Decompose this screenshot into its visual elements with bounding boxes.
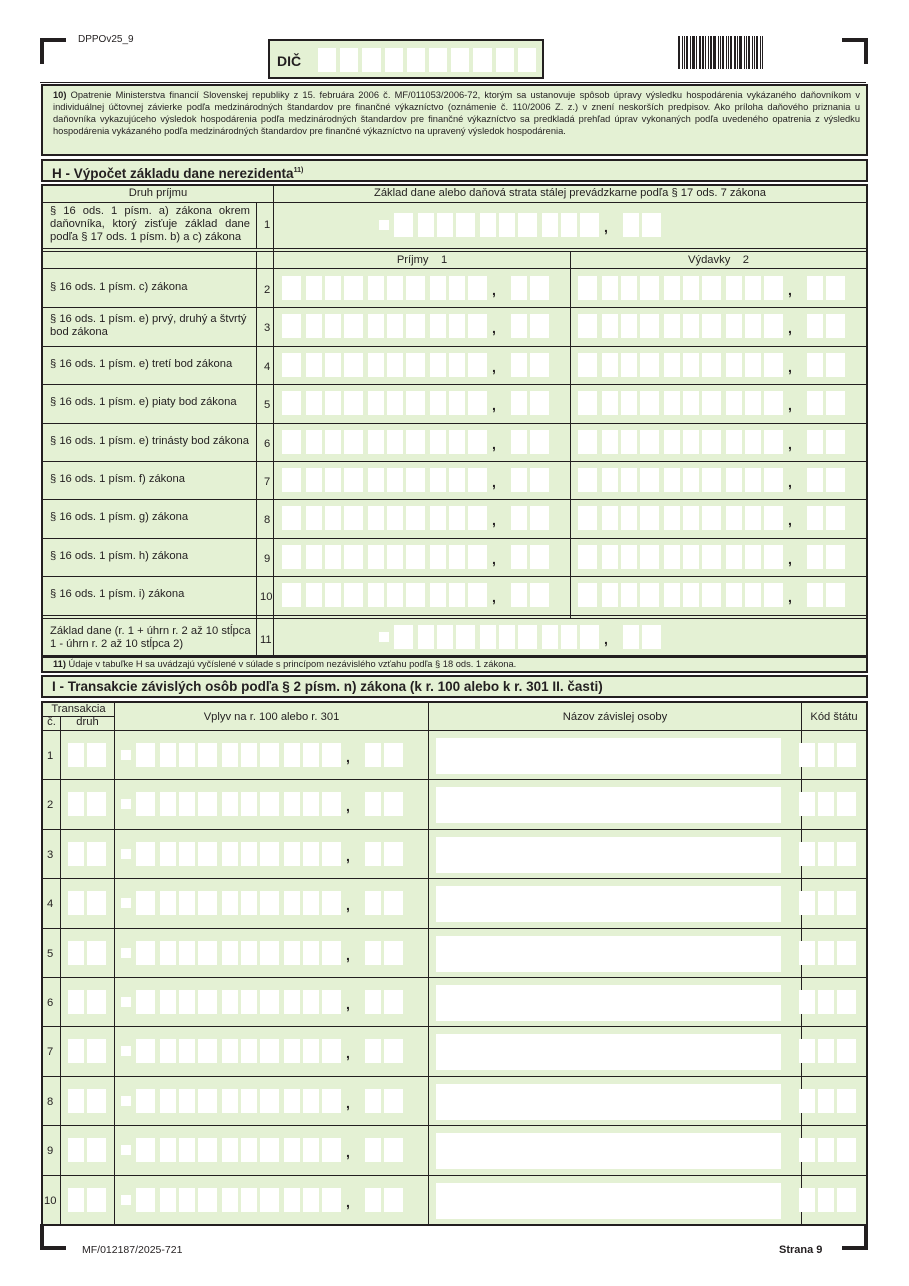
country-code-input[interactable] (799, 1039, 861, 1063)
row-9-number: 9 (264, 552, 271, 565)
related-party-name-input[interactable] (436, 738, 781, 774)
row-7-number: 7 (264, 476, 271, 488)
related-party-name-input[interactable] (436, 837, 781, 873)
impact-amount-input[interactable]: , (121, 743, 408, 771)
transaction-type-input[interactable] (68, 792, 111, 816)
row-3-number: 3 (264, 322, 271, 335)
footnote-text: Opatrenie Ministerstva financií Slovenskej republiky z 15. februára 2006 č. MF/011053/2006-72, ktorým sa ustanovuje spôsob úpravy výsledku hospodárenia vykázaného daňovníkom v individuálnej účtovnej závierke podľa medzinárodných štandardov pre finančné výkazníctvo (oznámenie č. 110/2006 Z. z.) v znení neskorších predpisov. Ako príloha daňového priznania u daňovníka vykazujúceho výsledok hospodárenia podľa medzinárodných štandardov pre finančné výkazníctvo sa predkladá prehľad úprav vykonaných podľa uvedeného opatrenia z výsledku hospodárenia vykázaného podľa medzinárodných štandardov pre finančné výkazníctvo na upravený výsledok hospodárenia. (53, 90, 860, 137)
transaction-number: 2 (47, 799, 54, 812)
col-header-druh: Druh príjmu (128, 187, 188, 199)
country-code-input[interactable] (799, 941, 861, 965)
row-4-vydavky-input[interactable]: , (578, 353, 850, 381)
document-reference: MF/012187/2025-721 (82, 1244, 183, 1256)
dic-input[interactable] (318, 48, 536, 72)
impact-amount-input[interactable]: , (121, 941, 408, 969)
col-header-transakcia: Transakcia (51, 703, 106, 715)
row-1-zaklad-input[interactable]: , (379, 213, 666, 241)
col-header-vplyv: Vplyv na r. 100 alebo r. 301 (203, 711, 340, 723)
footnote-text: Údaje v tabuľke H sa uvádzajú vyčíslené v súlade s princípom nezávislého vzťahu podľa § 18 ods. 1 zákona. (68, 659, 517, 669)
impact-amount-input[interactable]: , (121, 1138, 408, 1166)
related-party-name-input[interactable] (436, 985, 781, 1021)
impact-amount-input[interactable]: , (121, 792, 408, 820)
transaction-type-input[interactable] (68, 842, 111, 866)
registration-mark-top-left (40, 38, 66, 64)
country-code-input[interactable] (799, 1089, 861, 1113)
row-7-label: § 16 ods. 1 písm. f) zákona (50, 473, 185, 485)
row-1-number: 1 (264, 219, 271, 231)
row-5-prijmy-input[interactable]: , (282, 391, 554, 419)
related-party-name-input[interactable] (436, 936, 781, 972)
row-4-number: 4 (264, 360, 271, 373)
row-5-label: § 16 ods. 1 písm. e) piaty bod zákona (50, 396, 237, 409)
footnote-marker: 10) (53, 90, 67, 100)
related-party-name-input[interactable] (436, 1034, 781, 1070)
country-code-input[interactable] (799, 891, 861, 915)
related-party-name-input[interactable] (436, 1084, 781, 1120)
row-8-prijmy-input[interactable]: , (282, 506, 554, 534)
col-header-zaklad: Základ dane alebo daňová strata stálej prevádzkarne podľa § 17 ods. 7 zákona (374, 187, 766, 199)
row-5-vydavky-input[interactable]: , (578, 391, 850, 419)
country-code-input[interactable] (799, 743, 861, 767)
impact-amount-input[interactable]: , (121, 990, 408, 1018)
transaction-number: 9 (47, 1145, 54, 1158)
registration-mark-bottom-left (40, 1224, 66, 1250)
row-6-prijmy-input[interactable]: , (282, 430, 554, 458)
row-6-number: 6 (264, 437, 271, 450)
transaction-type-input[interactable] (68, 1138, 111, 1162)
transaction-number: 7 (47, 1046, 54, 1059)
section-h-table (41, 184, 868, 657)
row-2-prijmy-input[interactable]: , (282, 276, 554, 304)
related-party-name-input[interactable] (436, 1183, 781, 1219)
row-10-number: 10 (260, 591, 273, 604)
footnote-ref: 11) (293, 167, 304, 174)
row-3-label: § 16 ods. 1 písm. e) prvý, druhý a štvrtý bod zákona (50, 313, 247, 339)
row-11-label: Základ dane (r. 1 + úhrn r. 2 až 10 stĺpca 1 - úhrn r. 2 až 10 stĺpca 2) (50, 625, 251, 650)
row-10-prijmy-input[interactable]: , (282, 583, 554, 611)
transaction-number: 10 (44, 1194, 57, 1207)
dic-field-group (268, 39, 544, 79)
country-code-input[interactable] (799, 1138, 861, 1162)
footnote-marker: 11) (53, 659, 66, 669)
transaction-number: 3 (47, 848, 54, 861)
row-10-label: § 16 ods. 1 písm. i) zákona (50, 588, 185, 601)
row-2-vydavky-input[interactable]: , (578, 276, 850, 304)
transaction-type-input[interactable] (68, 1188, 111, 1212)
col-header-prijmy: Príjmy 1 (396, 254, 448, 266)
related-party-name-input[interactable] (436, 787, 781, 823)
form-code: DPPOv25_9 (78, 34, 134, 45)
transaction-number: 1 (47, 750, 54, 762)
section-h-title-text: H - Výpočet základu dane nerezidenta (52, 166, 294, 181)
row-2-label: § 16 ods. 1 písm. c) zákona (50, 281, 188, 293)
row-6-vydavky-input[interactable]: , (578, 430, 850, 458)
row-7-prijmy-input[interactable]: , (282, 468, 554, 496)
transaction-type-input[interactable] (68, 941, 111, 965)
transaction-number: 6 (47, 997, 54, 1009)
row-2-number: 2 (264, 284, 271, 296)
transaction-number: 4 (47, 898, 54, 911)
transaction-number: 5 (47, 947, 54, 960)
transaction-type-input[interactable] (68, 743, 111, 767)
row-4-prijmy-input[interactable]: , (282, 353, 554, 381)
header-divider (40, 82, 866, 83)
col-header-c: č. (47, 716, 56, 728)
registration-mark-bottom-right (842, 1224, 868, 1250)
country-code-input[interactable] (799, 990, 861, 1014)
row-11-number: 11 (260, 634, 272, 646)
related-party-name-input[interactable] (436, 1133, 781, 1169)
dic-label: DIČ (277, 53, 302, 69)
country-code-input[interactable] (799, 1188, 861, 1212)
related-party-name-input[interactable] (436, 886, 781, 922)
row-8-label: § 16 ods. 1 písm. g) zákona (50, 511, 189, 524)
impact-amount-input[interactable]: , (121, 891, 408, 919)
country-code-input[interactable] (799, 842, 861, 866)
row-7-vydavky-input[interactable]: , (578, 468, 850, 496)
col-header-druh: druh (76, 716, 99, 728)
barcode-icon (678, 36, 813, 69)
row-3-vydavky-input[interactable]: , (578, 314, 850, 342)
footnote-10 (41, 84, 868, 156)
col-header-vydavky: Výdavky 2 (688, 254, 749, 266)
section-i-title (41, 675, 868, 698)
section-i-title-text: I - Transakcie závislých osôb podľa § 2 písm. n) zákona (k r. 100 alebo k r. 301 II. časti) (52, 679, 603, 694)
registration-mark-top-right (842, 38, 868, 64)
impact-amount-input[interactable]: , (121, 1039, 408, 1067)
transaction-type-input[interactable] (68, 1089, 111, 1113)
transaction-type-input[interactable] (68, 990, 111, 1014)
col-header-nazov: Názov závislej osoby (562, 711, 668, 723)
transaction-number: 8 (47, 1095, 54, 1108)
row-9-prijmy-input[interactable]: , (282, 545, 554, 573)
row-3-prijmy-input[interactable]: , (282, 314, 554, 342)
section-h-title (41, 159, 868, 182)
row-8-vydavky-input[interactable]: , (578, 506, 850, 534)
row-11-zaklad-dane-input[interactable]: , (379, 625, 666, 653)
row-1-label: § 16 ods. 1 písm. a) zákona okrem daňovníka, ktorý zisťuje základ dane podľa § 17 ods. 1 písm. b) a c) zákona (50, 205, 250, 243)
impact-amount-input[interactable]: , (121, 842, 408, 870)
row-6-label: § 16 ods. 1 písm. e) trinásty bod zákona (50, 434, 249, 447)
transaction-type-input[interactable] (68, 891, 111, 915)
row-10-vydavky-input[interactable]: , (578, 583, 850, 611)
row-9-vydavky-input[interactable]: , (578, 545, 850, 573)
transaction-type-input[interactable] (68, 1039, 111, 1063)
row-4-label: § 16 ods. 1 písm. e) tretí bod zákona (50, 357, 233, 370)
impact-amount-input[interactable]: , (121, 1188, 408, 1216)
row-8-number: 8 (264, 514, 271, 527)
section-i-table (41, 701, 868, 1226)
footnote-11 (41, 656, 868, 673)
row-5-number: 5 (264, 399, 271, 412)
page-number: Strana 9 (779, 1244, 823, 1256)
impact-amount-input[interactable]: , (121, 1089, 408, 1117)
country-code-input[interactable] (799, 792, 861, 816)
row-9-label: § 16 ods. 1 písm. h) zákona (50, 549, 189, 562)
col-header-kod: Kód štátu (810, 711, 858, 723)
